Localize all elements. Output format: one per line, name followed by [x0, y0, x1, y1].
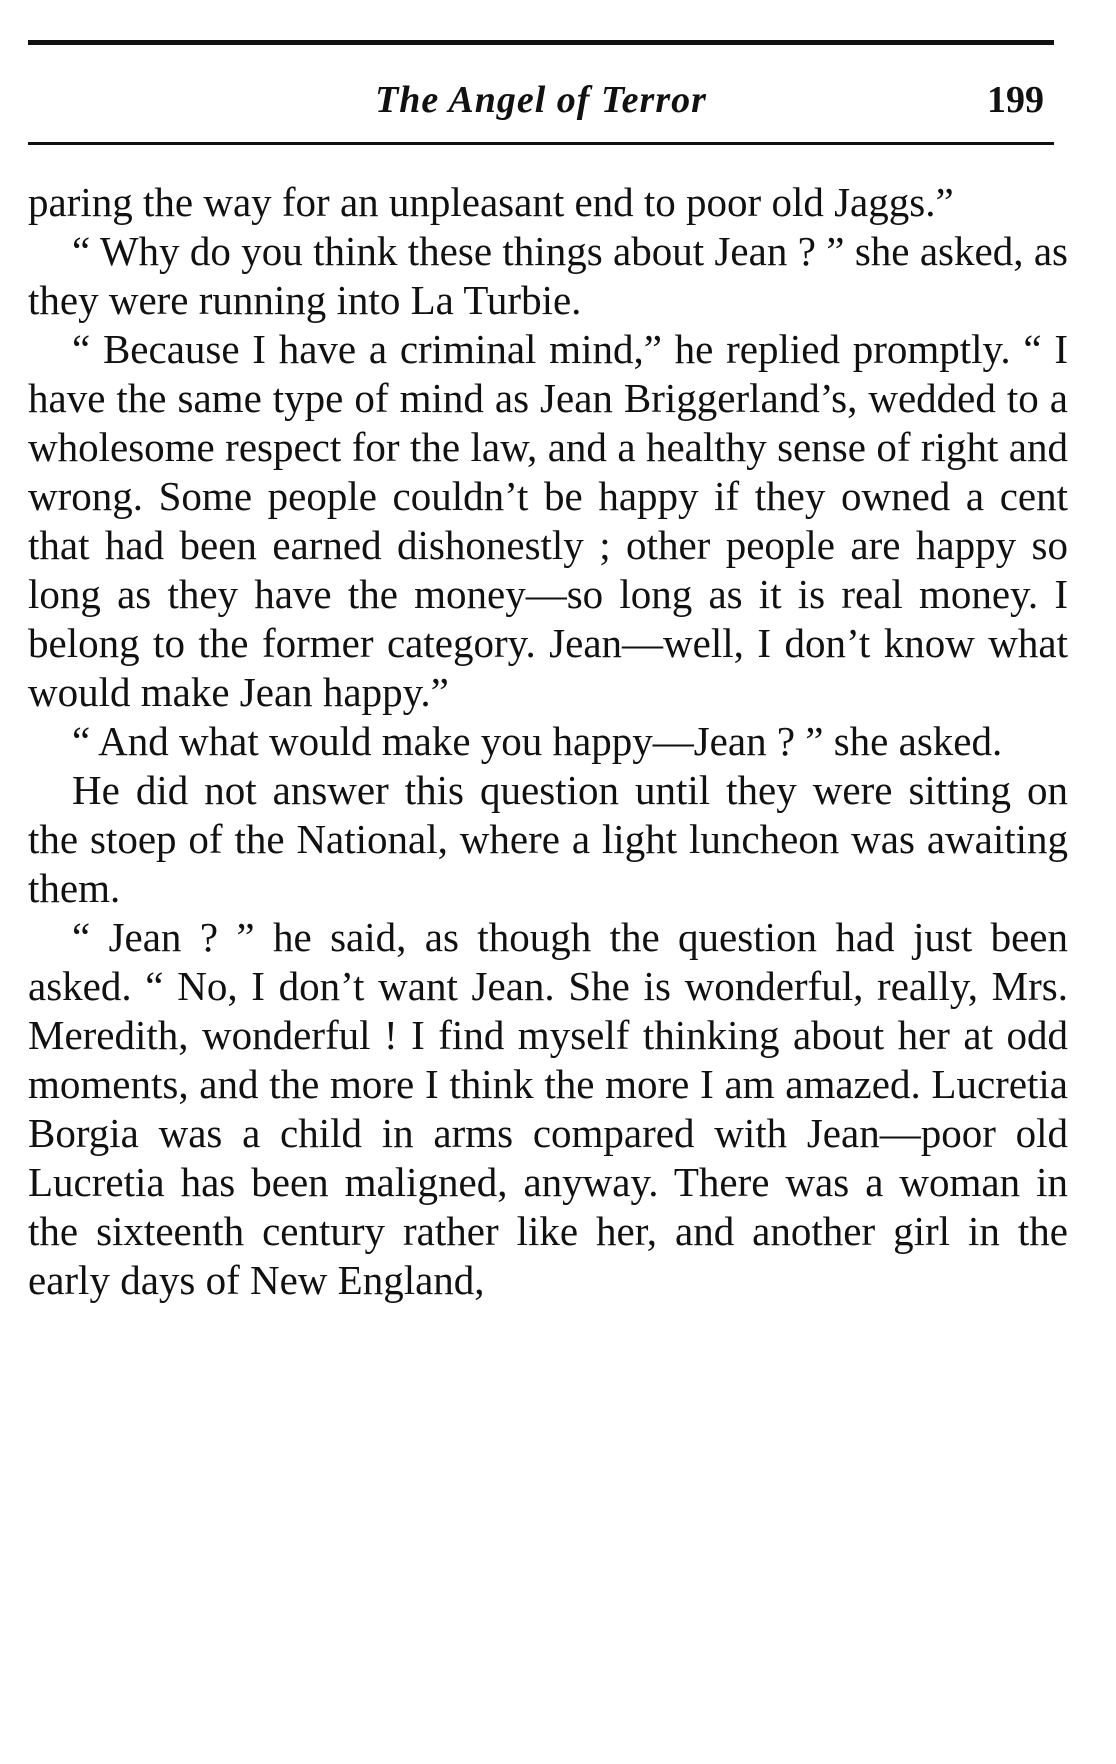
- body-text: [28, 178, 1068, 1305]
- paragraph: He did not answer this question until they were sitting on the stoep of the National, where a light luncheon was awaiting them.: [28, 767, 1068, 911]
- page-number: 199: [987, 79, 1044, 121]
- paragraph: “ Jean ? ” he said, as though the question had just been asked. “ No, I don’t want Jean. She is wonderful, really, Mrs. Meredith, wonderful ! I find myself thinking about her at odd moments, and the more I think the more I am amazed. Lucretia Borgia was a child in arms compared with Jean—poor old Lucretia has been maligned, anyway. There was a woman in the sixteenth century rather like her, and another girl in the early days of New England,: [28, 914, 1068, 1303]
- paragraph-continued: paring the way for an unpleasant end to poor old Jaggs.”: [28, 179, 954, 225]
- running-head: [28, 78, 1054, 138]
- header-top-rule: [28, 40, 1054, 45]
- running-title: The Angel of Terror: [375, 79, 707, 121]
- paragraph: “ Why do you think these things about Jean ? ” she asked, as they were running into La Turbie.: [28, 228, 1068, 323]
- paragraph: “ And what would make you happy—Jean ? ” she asked.: [72, 718, 1003, 764]
- paragraph: “ Because I have a criminal mind,” he replied promptly. “ I have the same type of mind as Jean Briggerland’s, wedded to a wholesome respect for the law, and a healthy sense of right and wrong. Some people couldn’t be happy if they owned a cent that had been earned dishonestly ; other people are happy so long as they have the money—so long as it is real money. I belong to the former category. Jean—well, I don’t know what would make Jean happy.”: [28, 326, 1068, 715]
- header-bottom-rule: [28, 142, 1054, 145]
